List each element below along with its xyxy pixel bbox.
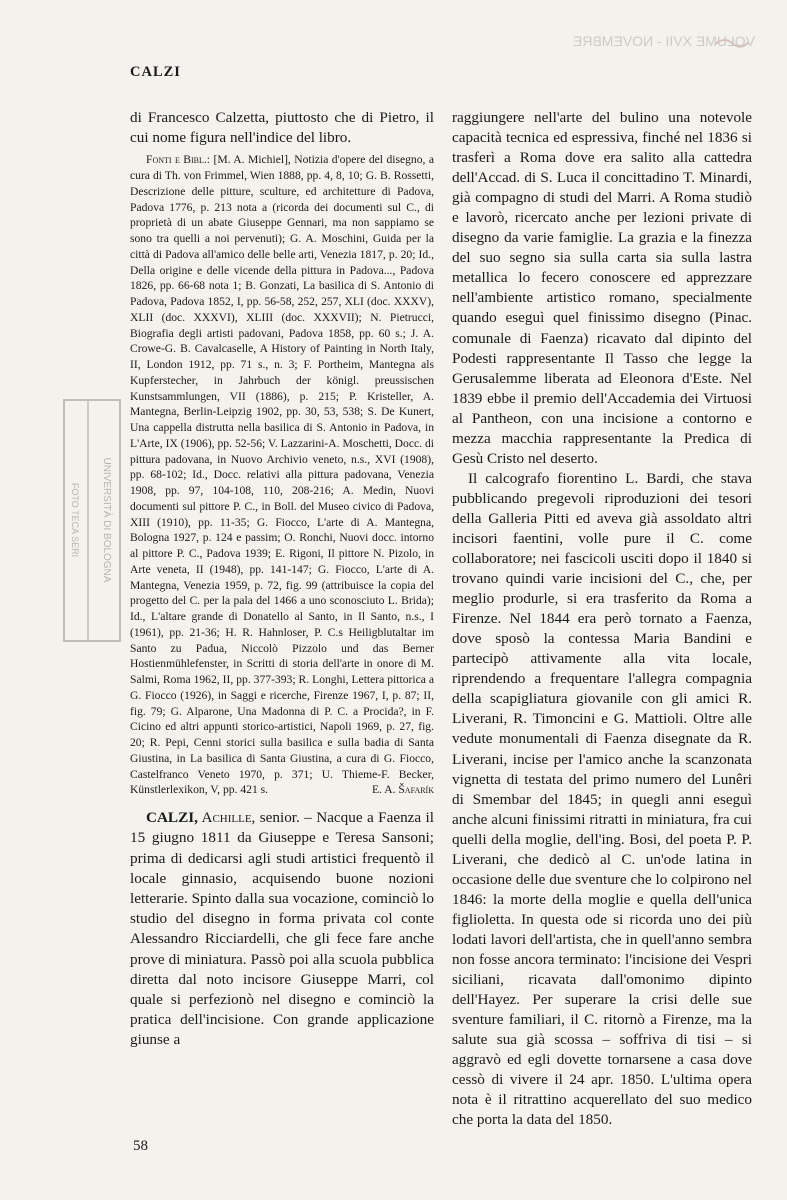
entry-surname: CALZI, <box>146 809 198 827</box>
stamp-side-text: FOTO TECA SERI <box>70 482 80 558</box>
stamp-text: UNIVERSITÀ DI BOLOGNA <box>101 457 112 583</box>
bibliography-text: [M. A. Michiel], Notizia d'opere del disegno, a cura di Th. von Frimmel, Wien 1888, pp. 4, 8, 10; G. B. Rossetti, Descrizione delle pitture, sculture, ed architetture di Padova, Padova 1776, p. 213 nota a (ricorda dei documenti sul C., di proprietà di un abate Giuseppe Gennari, ma non sappiamo se sono tra quelli a noi pervenuti); G. A. Moschini, Guida per la città di Padova all'amico delle belle arti, Venezia 1817, p. 20; Id., Della origine e delle vicende della pittura in Padova..., Padova 1826, pp. 66-68 nota 1; B. Gonzati, La basilica di S. Antonio di Padova, Padova 1852, I, pp. 56-58, 252, 257, XLI (doc. XXXV), XLII (doc. XXXVI), XLIII (doc. XXXVII); N. Pietrucci, Biografia degli artisti padovani, Padova 1858, pp. 60 s.; J. A. Crowe-G. B. Cavalcaselle, A History of Painting in North Italy, II, London 1912, pp. 71 s., n. 3; F. Portheim, Mantegna als Kupferstecher, in Jahrbuch der königl. preussischen Kunstsammlungen, VII (1886), p. 215; P. Kristeller, A. Mantegna, Berlin-Leipzig 1902, pp. 30, 53, 538; S. De Kunert, Una cappella distrutta nella basilica di S. Antonio in Padova, in L'Arte, IX (1906), pp. 52-56; V. Lazzarini-A. Moschetti, Docc. di pittura padovana, in Nuovo Archivio veneto, n.s., XVI (1908), pp. 68-102; Id., Docc. relativi alla pittura padovana, Venezia 1908, pp. 97, 104-108, 110, 208-216; A. Medin, Nuovi documenti sul pittore P. C., in Boll. del Museo civico di Padova, XIII (1910), pp. 11-35; G. Fiocco, L'arte di A. Mantegna, Bologna 1927, p. 124 e passim; O. Ronchi, Nuovi docc. intorno al pittore P. C., Padova 1939; E. Rigoni, Il pittore N. Pizolo, in Arte veneta, II (1948), pp. 141-147; G. Fiocco, L'arte di A. Mantegna, Venezia 1959, p. 72, fig. 99 (attribuisce la copia del progetto del C. per la pala del 1466 a uno sconosciuto L. Brida); Id., L'altare grande di Donatello al Santo, in Il Santo, n.s., I (1961), pp. 21-36; H. R. Hahnloser, P. C.s Heiligblutaltar im Santo zu Padua, Niccolò Pizzolo und das Berner Hostienmühlefenster, in Scritti di storia dell'arte in onore di M. Salmi, Roma 1962, II, pp. 377-393; R. Longhi, Lettera pittorica a G. Fiocco (1926), in Saggi e ricerche, Firenze 1967, I, p. 87; II, fig. 79; G. Alparone, Una Madonna di P. C. a Procida?, in F. Cicino ed altri appunti storico-artistici, Napoli 1969, p. 27, fig. 20; R. Pepi, Cenni storici sulla basilica e sulla badia di Santa Giustina, in La basilica di Santa Giustina, a cura di G. Fiocco, Castelfranco Veneto 1970, p. 371; U. Thieme-F. Becker, Künstlerlexikon, V, pp. 421 s. <box>130 153 434 797</box>
bleed-through-text: VOLUME XVII - NOVEMBRE <box>572 33 755 49</box>
entry-text: senior. – Nacque a Faenza il 15 giugno 1811 da Giuseppe e Teresa Sansoni; prima di dedicarsi agli studi artistici frequentò il locale ginnasio, acquisendo buone nozioni letterarie. Spinto dalla sua vocazione, cominciò lo studio del disegno in forma privata col conte Alessandro Ricciardelli, che gli fece fare anche prove di miniatura. Passò poi alla scuola pubblica diretta dal noto incisore Giuseppe Marri, col quale si perfezionò nel disegno e cominciò la pratica dell'incisione. Con grande applicazione giunse a <box>130 809 434 1049</box>
paragraph: Il calcografo fiorentino L. Bardi, che stava pubblicando pregevoli riproduzioni dei tesori della Galleria Pitti ed aveva già assoldato altri incisori faentini, volle pure il C. come collaboratore; nei fascicoli usciti dopo il 1840 si trovano quindi varie incisioni del C., che, per meglio produrle, si era trasferito da Roma a Firenze. Nel 1844 era però tornato a Faenza, dove sposò la contessa Maria Bandini e partecipò attivamente alla vita locale, riprendendo a frequentare l'allegra compagnia della scapigliatura giovanile con gli amici R. Liverani, R. Timoncini e G. Mattioli. Oltre alle vedute monumentali di Faenza disegnate da R. Liverani, incise per l'amico anche la scanzonata vignetta di testata del primo numero del Lunêri di Smembar del 1845; in quegli anni eseguì anche alcuni finissimi ritratti in miniatura, fra cui quelli della moglie, dell'ing. Bosi, del poeta P. P. Liverani, che dedicò al C. un'ode latina in occasione delle due sventure che lo colpirono nel 1846: la morte della moglie e quella dell'unica figlioletta. In questa ode si ricorda uno dei più lodati lavori dell'artista, che in quell'anno sembra non fosse ancora terminato: l'incisione dei Vespri siciliani, ricavata dall'omonimo dipinto dell'Hayez. Per superare la crisi delle sue sventure familiari, il C. ritornò a Firenze, ma la salute sua già scossa – soffriva di tisi – si aggravò ed egli dovette tornarsene a casa dove cessò di vivere il 24 apr. 1850. L'ultima opera nota è il ritrattino acquerellato del suo medico che porta la data del 1850. <box>452 469 752 1129</box>
bleed-through-mark <box>565 20 765 60</box>
bibliography <box>130 152 434 798</box>
library-stamp <box>62 398 122 643</box>
intro-text: di Francesco Calzetta, piuttosto che di Pietro, il cui nome figura nell'indice del libro. <box>130 109 434 147</box>
bibliography-label: Fonti e Bibl.: <box>146 153 211 167</box>
right-column <box>452 108 752 1130</box>
entry-given-name: Achille, <box>197 809 256 827</box>
page-number: 58 <box>133 1138 148 1154</box>
author-signature: E. A. Šafarík <box>371 783 434 797</box>
left-column <box>130 108 434 1051</box>
paragraph: raggiungere nell'arte del bulino una notevole capacità tecnica ed espressiva, finché nel 1836 si trasferì a Roma dove era salito alla cattedra dell'Accad. di S. Luca il concittadino T. Minardi, già compagno di studi del Marri. A Roma studiò e lavorò, ricercato anche per lezioni private di disegno da varie famiglie. La grazia e la finezza del suo segno sia sulla carta sia sulla lastra metallica lo fecero conoscere ed apprezzare nell'ambiente artistico romano, specialmente quando eseguì quel finissimo disegno (Pinac. comunale di Faenza) ricavato dal dipinto del Podesti rappresentante Il Tasso che legge la Gerusalemme liberata ad Eleonora d'Este. Nel 1839 ebbe il premio dell'Accademia dei Virtuosi al Pantheon, con una incisione a contorno e mezza macchia rappresentante la Predica di Gesù Cristo nel deserto. <box>452 109 752 467</box>
entry-calzi-achille <box>130 808 434 1050</box>
running-header: CALZI <box>130 64 181 80</box>
